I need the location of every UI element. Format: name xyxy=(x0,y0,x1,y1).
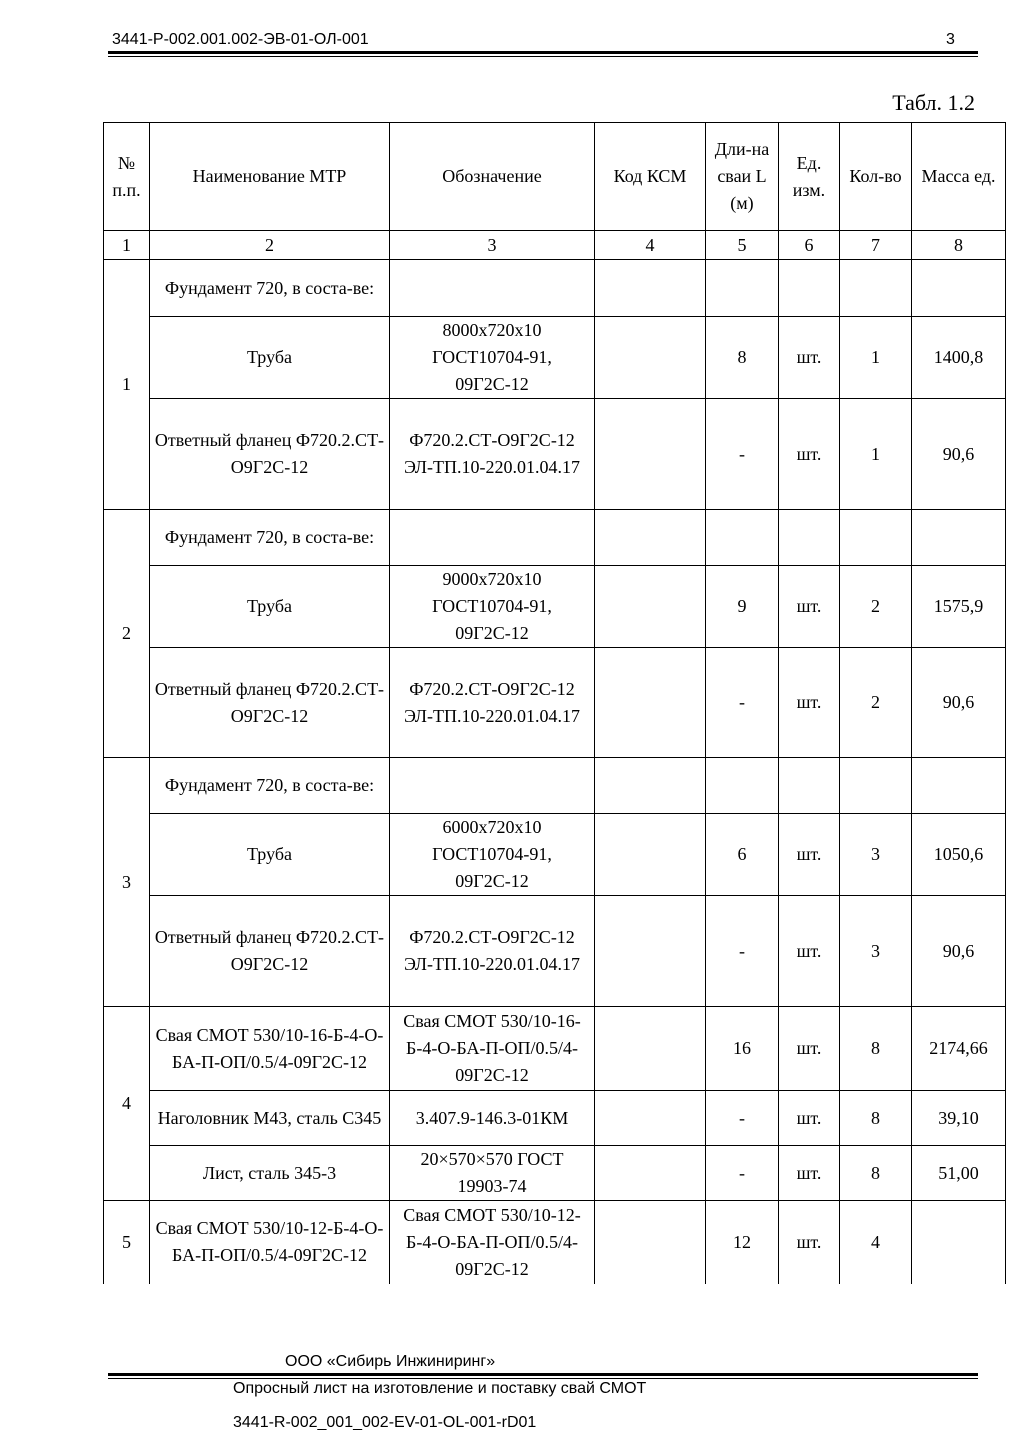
cell-mass: 90,6 xyxy=(912,896,1006,1007)
table-row xyxy=(104,260,1006,317)
cell-length xyxy=(706,758,779,814)
cell-length: - xyxy=(706,648,779,758)
cell-ksm xyxy=(595,1201,706,1284)
table-row xyxy=(104,896,1006,1007)
cell-mass: 90,6 xyxy=(912,399,1006,510)
cell-designation: Ф720.2.СТ-О9Г2С-12 ЭЛ-ТП.10-220.01.04.17 xyxy=(390,399,595,510)
item-number: 1 xyxy=(104,260,150,510)
cell-ksm xyxy=(595,566,706,648)
cell-unit: шт. xyxy=(779,1201,840,1284)
cell-designation: 3.407.9-146.3-01КМ xyxy=(390,1091,595,1146)
cell-length: 8 xyxy=(706,317,779,399)
cell-unit: шт. xyxy=(779,1007,840,1091)
table-row xyxy=(104,648,1006,758)
cell-qty: 2 xyxy=(840,648,912,758)
cell-unit: шт. xyxy=(779,1091,840,1146)
cell-name: Ответный фланец Ф720.2.СТ-О9Г2С-12 xyxy=(150,648,390,758)
cell-mass xyxy=(912,510,1006,566)
cell-length xyxy=(706,510,779,566)
col-number: 3 xyxy=(390,231,595,260)
table-row xyxy=(104,1091,1006,1146)
cell-name: Труба xyxy=(150,317,390,399)
col-header: Наименование МТР xyxy=(150,123,390,231)
col-number: 8 xyxy=(912,231,1006,260)
cell-qty xyxy=(840,260,912,317)
cell-mass: 51,00 xyxy=(912,1146,1006,1201)
table-row xyxy=(104,814,1006,896)
table-row xyxy=(104,317,1006,399)
footer-company: ООО «Сибирь Инжиниринг» xyxy=(285,1353,496,1370)
cell-mass: 90,6 xyxy=(912,648,1006,758)
table-row xyxy=(104,1007,1006,1091)
cell-unit xyxy=(779,260,840,317)
cell-name: Наголовник М43, сталь С345 xyxy=(150,1091,390,1146)
cell-qty: 8 xyxy=(840,1091,912,1146)
page-number: 3 xyxy=(946,31,955,48)
cell-ksm xyxy=(595,1007,706,1091)
cell-length: - xyxy=(706,399,779,510)
cell-name: Свая СМОТ 530/10-16-Б-4-О-БА-П-ОП/0.5/4-09Г2С-12 xyxy=(150,1007,390,1091)
cell-ksm xyxy=(595,510,706,566)
header-row xyxy=(104,123,1006,231)
cell-ksm xyxy=(595,896,706,1007)
col-header: Кол-во xyxy=(840,123,912,231)
table-row xyxy=(104,1146,1006,1201)
cell-ksm xyxy=(595,1146,706,1201)
cell-designation: Ф720.2.СТ-О9Г2С-12 ЭЛ-ТП.10-220.01.04.17 xyxy=(390,896,595,1007)
cell-designation: Свая СМОТ 530/10-16-Б-4-О-БА-П-ОП/0.5/4-09Г2С-12 xyxy=(390,1007,595,1091)
cell-name: Труба xyxy=(150,566,390,648)
cell-unit xyxy=(779,758,840,814)
cell-length: - xyxy=(706,896,779,1007)
cell-mass: 1400,8 xyxy=(912,317,1006,399)
cell-name: Фундамент 720, в соста-ве: xyxy=(150,758,390,814)
cell-unit: шт. xyxy=(779,1146,840,1201)
footer-title: Опросный лист на изготовление и поставку свай СМОТ xyxy=(233,1380,647,1397)
cell-unit: шт. xyxy=(779,814,840,896)
cell-ksm xyxy=(595,648,706,758)
col-number: 7 xyxy=(840,231,912,260)
col-header: № п.п. xyxy=(104,123,150,231)
cell-unit: шт. xyxy=(779,896,840,1007)
col-header: Ед. изм. xyxy=(779,123,840,231)
cell-ksm xyxy=(595,758,706,814)
cell-ksm xyxy=(595,399,706,510)
cell-unit: шт. xyxy=(779,648,840,758)
cell-designation: 8000х720х10 ГОСТ10704-91, 09Г2С-12 xyxy=(390,317,595,399)
item-number: 3 xyxy=(104,758,150,1007)
col-number: 1 xyxy=(104,231,150,260)
col-header: Обозначение xyxy=(390,123,595,231)
col-number: 4 xyxy=(595,231,706,260)
cell-designation xyxy=(390,260,595,317)
table-row xyxy=(104,1201,1006,1284)
cell-length: 9 xyxy=(706,566,779,648)
cell-length xyxy=(706,260,779,317)
materials-table xyxy=(103,122,1006,1284)
cell-length: 12 xyxy=(706,1201,779,1284)
cell-designation xyxy=(390,758,595,814)
cell-mass: 1575,9 xyxy=(912,566,1006,648)
cell-designation: 6000х720х10 ГОСТ10704-91, 09Г2С-12 xyxy=(390,814,595,896)
cell-name: Ответный фланец Ф720.2.СТ-О9Г2С-12 xyxy=(150,896,390,1007)
col-header: Масса ед. xyxy=(912,123,1006,231)
cell-unit: шт. xyxy=(779,317,840,399)
cell-qty xyxy=(840,758,912,814)
cell-length: - xyxy=(706,1146,779,1201)
table-caption: Табл. 1.2 xyxy=(892,90,975,115)
cell-qty: 1 xyxy=(840,399,912,510)
cell-qty xyxy=(840,510,912,566)
footer-divider xyxy=(108,1373,978,1379)
cell-qty: 8 xyxy=(840,1146,912,1201)
cell-mass xyxy=(912,758,1006,814)
table-row xyxy=(104,510,1006,566)
col-header: Код КСМ xyxy=(595,123,706,231)
cell-name: Труба xyxy=(150,814,390,896)
col-number: 5 xyxy=(706,231,779,260)
cell-name: Фундамент 720, в соста-ве: xyxy=(150,260,390,317)
header-doc-code: 3441-Р-002.001.002-ЭВ-01-ОЛ-001 xyxy=(112,31,369,48)
cell-mass: 1050,6 xyxy=(912,814,1006,896)
cell-qty: 3 xyxy=(840,896,912,1007)
cell-designation: 20×570×570 ГОСТ 19903-74 xyxy=(390,1146,595,1201)
cell-mass: 39,10 xyxy=(912,1091,1006,1146)
cell-name: Фундамент 720, в соста-ве: xyxy=(150,510,390,566)
table-row xyxy=(104,399,1006,510)
cell-qty: 4 xyxy=(840,1201,912,1284)
col-number: 2 xyxy=(150,231,390,260)
cell-name: Свая СМОТ 530/10-12-Б-4-О-БА-П-ОП/0.5/4-09Г2С-12 xyxy=(150,1201,390,1284)
cell-name: Ответный фланец Ф720.2.СТ-О9Г2С-12 xyxy=(150,399,390,510)
col-number: 6 xyxy=(779,231,840,260)
cell-unit: шт. xyxy=(779,399,840,510)
footer-file-code: 3441-R-002_001_002-EV-01-OL-001-rD01 xyxy=(233,1414,537,1431)
cell-ksm xyxy=(595,317,706,399)
column-number-row xyxy=(104,231,1006,260)
cell-length: - xyxy=(706,1091,779,1146)
cell-mass xyxy=(912,1201,1006,1284)
table-row xyxy=(104,758,1006,814)
col-header: Дли-на сваи L (м) xyxy=(706,123,779,231)
cell-ksm xyxy=(595,1091,706,1146)
cell-ksm xyxy=(595,814,706,896)
cell-mass: 2174,66 xyxy=(912,1007,1006,1091)
header-divider xyxy=(108,51,978,57)
table-body xyxy=(104,260,1006,1284)
item-number: 5 xyxy=(104,1201,150,1284)
cell-designation xyxy=(390,510,595,566)
cell-mass xyxy=(912,260,1006,317)
cell-qty: 8 xyxy=(840,1007,912,1091)
table-row xyxy=(104,566,1006,648)
cell-length: 16 xyxy=(706,1007,779,1091)
cell-qty: 3 xyxy=(840,814,912,896)
item-number: 2 xyxy=(104,510,150,758)
cell-ksm xyxy=(595,260,706,317)
cell-name: Лист, сталь 345-3 xyxy=(150,1146,390,1201)
cell-designation: Свая СМОТ 530/10-12-Б-4-О-БА-П-ОП/0.5/4-09Г2С-12 xyxy=(390,1201,595,1284)
item-number: 4 xyxy=(104,1007,150,1201)
cell-length: 6 xyxy=(706,814,779,896)
cell-designation: Ф720.2.СТ-О9Г2С-12 ЭЛ-ТП.10-220.01.04.17 xyxy=(390,648,595,758)
cell-qty: 1 xyxy=(840,317,912,399)
cell-unit: шт. xyxy=(779,566,840,648)
cell-qty: 2 xyxy=(840,566,912,648)
cell-designation: 9000х720х10 ГОСТ10704-91, 09Г2С-12 xyxy=(390,566,595,648)
cell-unit xyxy=(779,510,840,566)
